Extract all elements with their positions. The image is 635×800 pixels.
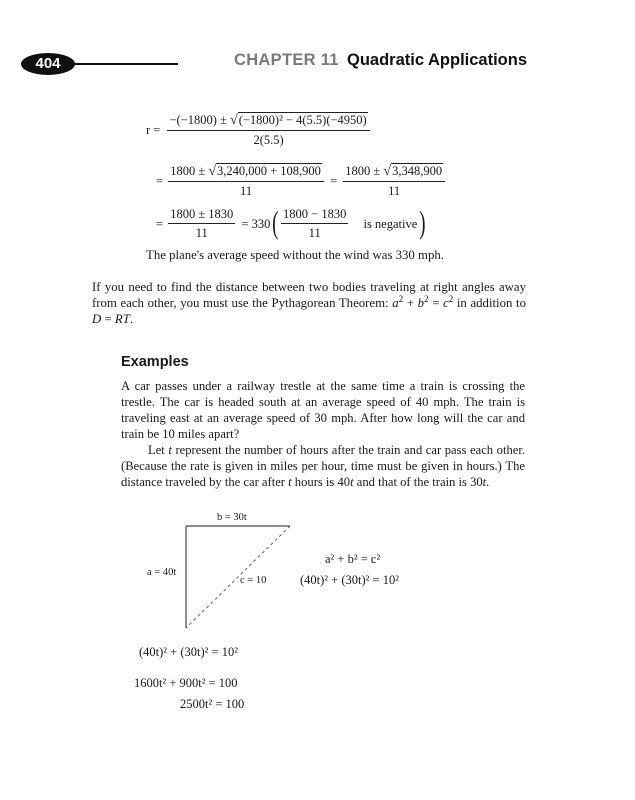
bottom-equation-3: 2500t² = 100 [180,697,245,711]
left-paren: ( [272,204,279,241]
bottom-equation-2: 1600t² + 900t² = 100 [134,676,238,690]
setup-text-4: and that of the train is [356,475,467,489]
intro-paragraph: If you need to find the distance between two bodies traveling at right angles away from each other, you must use the Pythagorean Theorem: $a^2 + b^2 = c^2$ in addition to D = RT. [92,280,526,326]
denominator: 11 [388,184,401,198]
numerator: 1800 ± 1830 [168,207,235,224]
fraction-c [168,207,235,240]
radicand: 3,240,000 + 108,900 [217,164,321,178]
solution-setup-paragraph: Let t represent the number of hours after the train and car pass each other. (Because the rate is given in miles per hour, time must be given in hours.) The distance traveled by the car after t hours is 40t and that of the train is 30t. [121,443,525,489]
negative-note: is negative [363,216,418,231]
label-a: a = 40t [147,567,177,578]
numerator: 1800 − 1830 [281,207,348,224]
side-equation-2: (40t)² + (30t)² = 10² [300,573,399,587]
equals-sign: = [330,173,338,188]
conclusion-text: The plane's average speed without the wind was 330 mph. [146,248,444,262]
denominator: 11 [308,226,321,240]
fraction-b [343,163,445,198]
radicand: 3,348,900 [392,164,443,178]
radical-sign-icon: √ [383,164,392,179]
page-number: 404 [21,53,75,75]
fraction-a [168,163,324,198]
denominator: 11 [195,226,208,240]
equals-330: = 330 [241,216,271,231]
examples-heading: Examples [121,354,189,370]
derivation-line-2 [156,163,445,198]
side-equation-1: a² + b² = c² [325,552,381,566]
equals-sign: = [156,173,164,188]
denominator: 2(5.5) [253,133,284,147]
radical-sign-icon: √ [208,164,216,179]
denominator: 11 [240,184,253,198]
fraction-d [281,207,348,240]
setup-text-2: represent the number of hours after the train and car pass each other. (Because the rate is given in miles per hour, time must be given in hours.) The distance traveled by the car after [121,443,525,489]
numerator-prefix: −(−1800) ± [169,113,227,127]
chapter-label: CHAPTER 11 [234,51,339,69]
right-paren: ) [419,204,426,241]
bottom-equation-1: (40t)² + (30t)² = 10² [139,645,238,659]
label-c: c = 10 [240,575,267,586]
numerator-prefix: 1800 ± [170,164,206,178]
label-b: b = 30t [217,512,247,523]
chapter-title: Quadratic Applications [347,51,528,69]
intro-suffix: in addition to [456,296,526,310]
derivation-line-3 [156,204,428,241]
derivation-line-1 [146,112,370,147]
equals-sign: = [156,216,164,231]
lhs-r: r = [146,122,161,137]
numerator-prefix: 1800 ± [345,164,381,178]
setup-text-1: Let [148,443,165,457]
quadratic-formula-fraction [167,112,369,147]
setup-text-3: hours is [294,475,335,489]
problem-paragraph: A car passes under a railway trestle at the same time a train is crossing the trestle. The car is headed south at an average speed of 40 mph. The train is traveling east at an average speed of 30 mph. After how long will the car and train be 10 miles apart? [121,379,525,441]
header-rule [70,63,178,65]
hypotenuse-c-line [186,526,290,628]
intro-text: If you need to find the distance between two bodies traveling at right angles away from each other, you must use the Pythagorean Theorem: [92,280,526,310]
radicand: (−1800)² − 4(5.5)(−4950) [238,113,367,127]
radical-sign-icon: √ [230,113,238,128]
